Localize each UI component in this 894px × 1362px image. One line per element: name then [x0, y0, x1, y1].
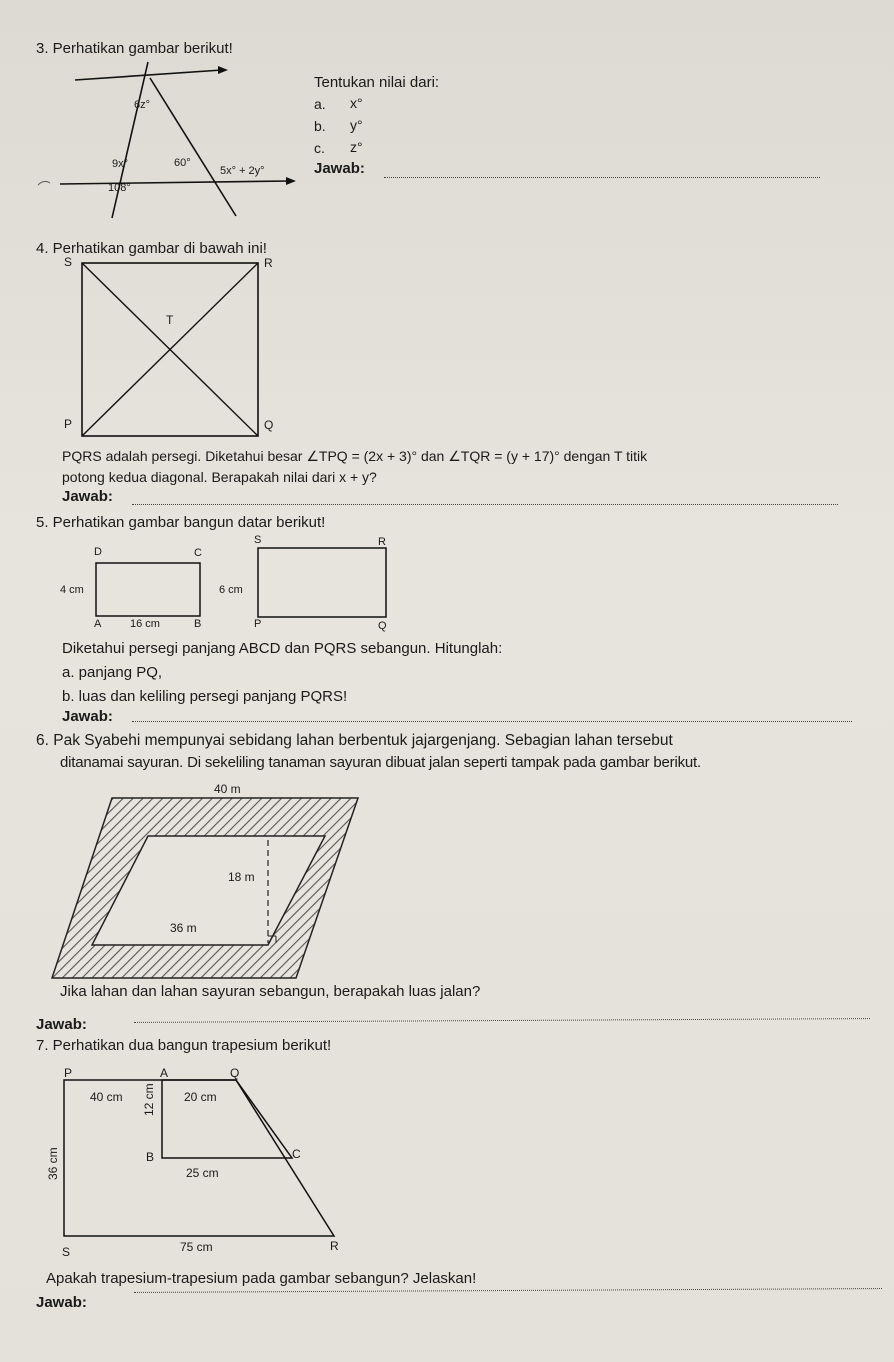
q3-instruction: Tentukan nilai dari: — [314, 74, 440, 91]
q6-text-line1: 6. Pak Syabehi mempunyai sebidang lahan berbentuk jajargenjang. Sebagian lahan tersebut — [36, 732, 673, 749]
q3-label-6z: 6z° — [134, 99, 151, 111]
q7-label-25cm: 25 cm — [186, 1166, 219, 1180]
q7-vertex-b: B — [146, 1150, 155, 1164]
q7-label-40cm: 40 cm — [90, 1090, 123, 1104]
q6-answer-label: Jawab: — [36, 1016, 87, 1033]
q7-label-75cm: 75 cm — [180, 1240, 213, 1254]
q4-text-line2: potong kedua diagonal. Berapakah nilai dari x + y? — [62, 469, 377, 485]
q7-vertex-s: S — [62, 1245, 71, 1259]
q7-label-36cm: 36 cm — [46, 1147, 60, 1180]
q7-answer-label: Jawab: — [36, 1294, 87, 1311]
q6-text-line2: ditanamai sayuran. Di sekeliling tanaman sayuran dibuat jalan seperti tampak pada gambar berikut. — [60, 754, 701, 771]
q5-abcd-bottom: 16 cm — [130, 618, 160, 630]
q6-question: Jika lahan dan lahan sayuran sebangun, berapakah luas jalan? — [60, 983, 481, 1000]
q5-item-b: b. luas dan keliling persegi panjang PQRS! — [62, 688, 348, 705]
q4-vertex-q: Q — [264, 418, 274, 432]
q5-item-a: a. panjang PQ, — [62, 664, 163, 681]
q5-title: 5. Perhatikan gambar bangun datar berikut! — [36, 514, 326, 531]
q7-vertex-q: Q — [230, 1066, 240, 1080]
q6-label-40m: 40 m — [214, 782, 241, 796]
q4-text-line1: PQRS adalah persegi. Diketahui besar ∠TPQ = (2x + 3)° dan ∠TQR = (y + 17)° dengan T titik — [62, 448, 648, 464]
q3-label-9x: 9x° — [112, 158, 129, 170]
q5-vertex-p: P — [254, 618, 262, 630]
q7-vertex-a: A — [160, 1066, 169, 1080]
q4-vertex-s: S — [64, 255, 73, 269]
q3-label-5x2y: 5x° + 2y° — [220, 165, 265, 177]
q4-answer-label: Jawab: — [62, 488, 113, 505]
q3-label-60: 60° — [174, 157, 191, 169]
q7-answer-line[interactable] — [134, 1288, 882, 1293]
q5-text: Diketahui persegi panjang ABCD dan PQRS sebangun. Hitunglah: — [62, 640, 503, 657]
q7-vertex-r: R — [330, 1239, 339, 1253]
q5-vertex-b: B — [194, 618, 202, 630]
q3-title: 3. Perhatikan gambar berikut! — [36, 40, 233, 57]
q5-vertex-q: Q — [378, 620, 387, 632]
q4-vertex-p: P — [64, 417, 73, 431]
q4-vertex-t: T — [166, 313, 174, 327]
q3-item-c-value: z° — [350, 139, 363, 155]
q5-abcd-side: 4 cm — [60, 584, 84, 596]
q6-label-18m: 18 m — [228, 870, 255, 884]
q7-vertex-p: P — [64, 1066, 73, 1080]
q7-label-12cm: 12 cm — [142, 1083, 156, 1116]
q3-item-a-value: x° — [350, 95, 363, 111]
q6-label-36m: 36 m — [170, 921, 197, 935]
q5-pqrs-side: 6 cm — [219, 584, 243, 596]
q3-answer-label: Jawab: — [314, 160, 365, 177]
q3-item-a-letter: a. — [314, 96, 326, 112]
q5-vertex-s: S — [254, 534, 262, 546]
q5-vertex-a: A — [94, 618, 102, 630]
q3-item-b-letter: b. — [314, 118, 326, 134]
q5-vertex-d: D — [94, 546, 102, 558]
q7-vertex-c: C — [292, 1147, 301, 1161]
q3-item-b-value: y° — [350, 117, 363, 133]
q4-vertex-r: R — [264, 256, 273, 270]
q3-label-108: 108° — [108, 182, 131, 194]
q7-label-20cm: 20 cm — [184, 1090, 217, 1104]
q3-item-c-letter: c. — [314, 140, 325, 156]
q5-vertex-c: C — [194, 547, 202, 559]
q5-vertex-r: R — [378, 536, 386, 548]
q7-title: 7. Perhatikan dua bangun trapesium berikut! — [36, 1037, 332, 1054]
q4-title: 4. Perhatikan gambar di bawah ini! — [36, 240, 267, 257]
q5-answer-label: Jawab: — [62, 708, 113, 725]
q7-question: Apakah trapesium-trapesium pada gambar sebangun? Jelaskan! — [46, 1270, 477, 1287]
